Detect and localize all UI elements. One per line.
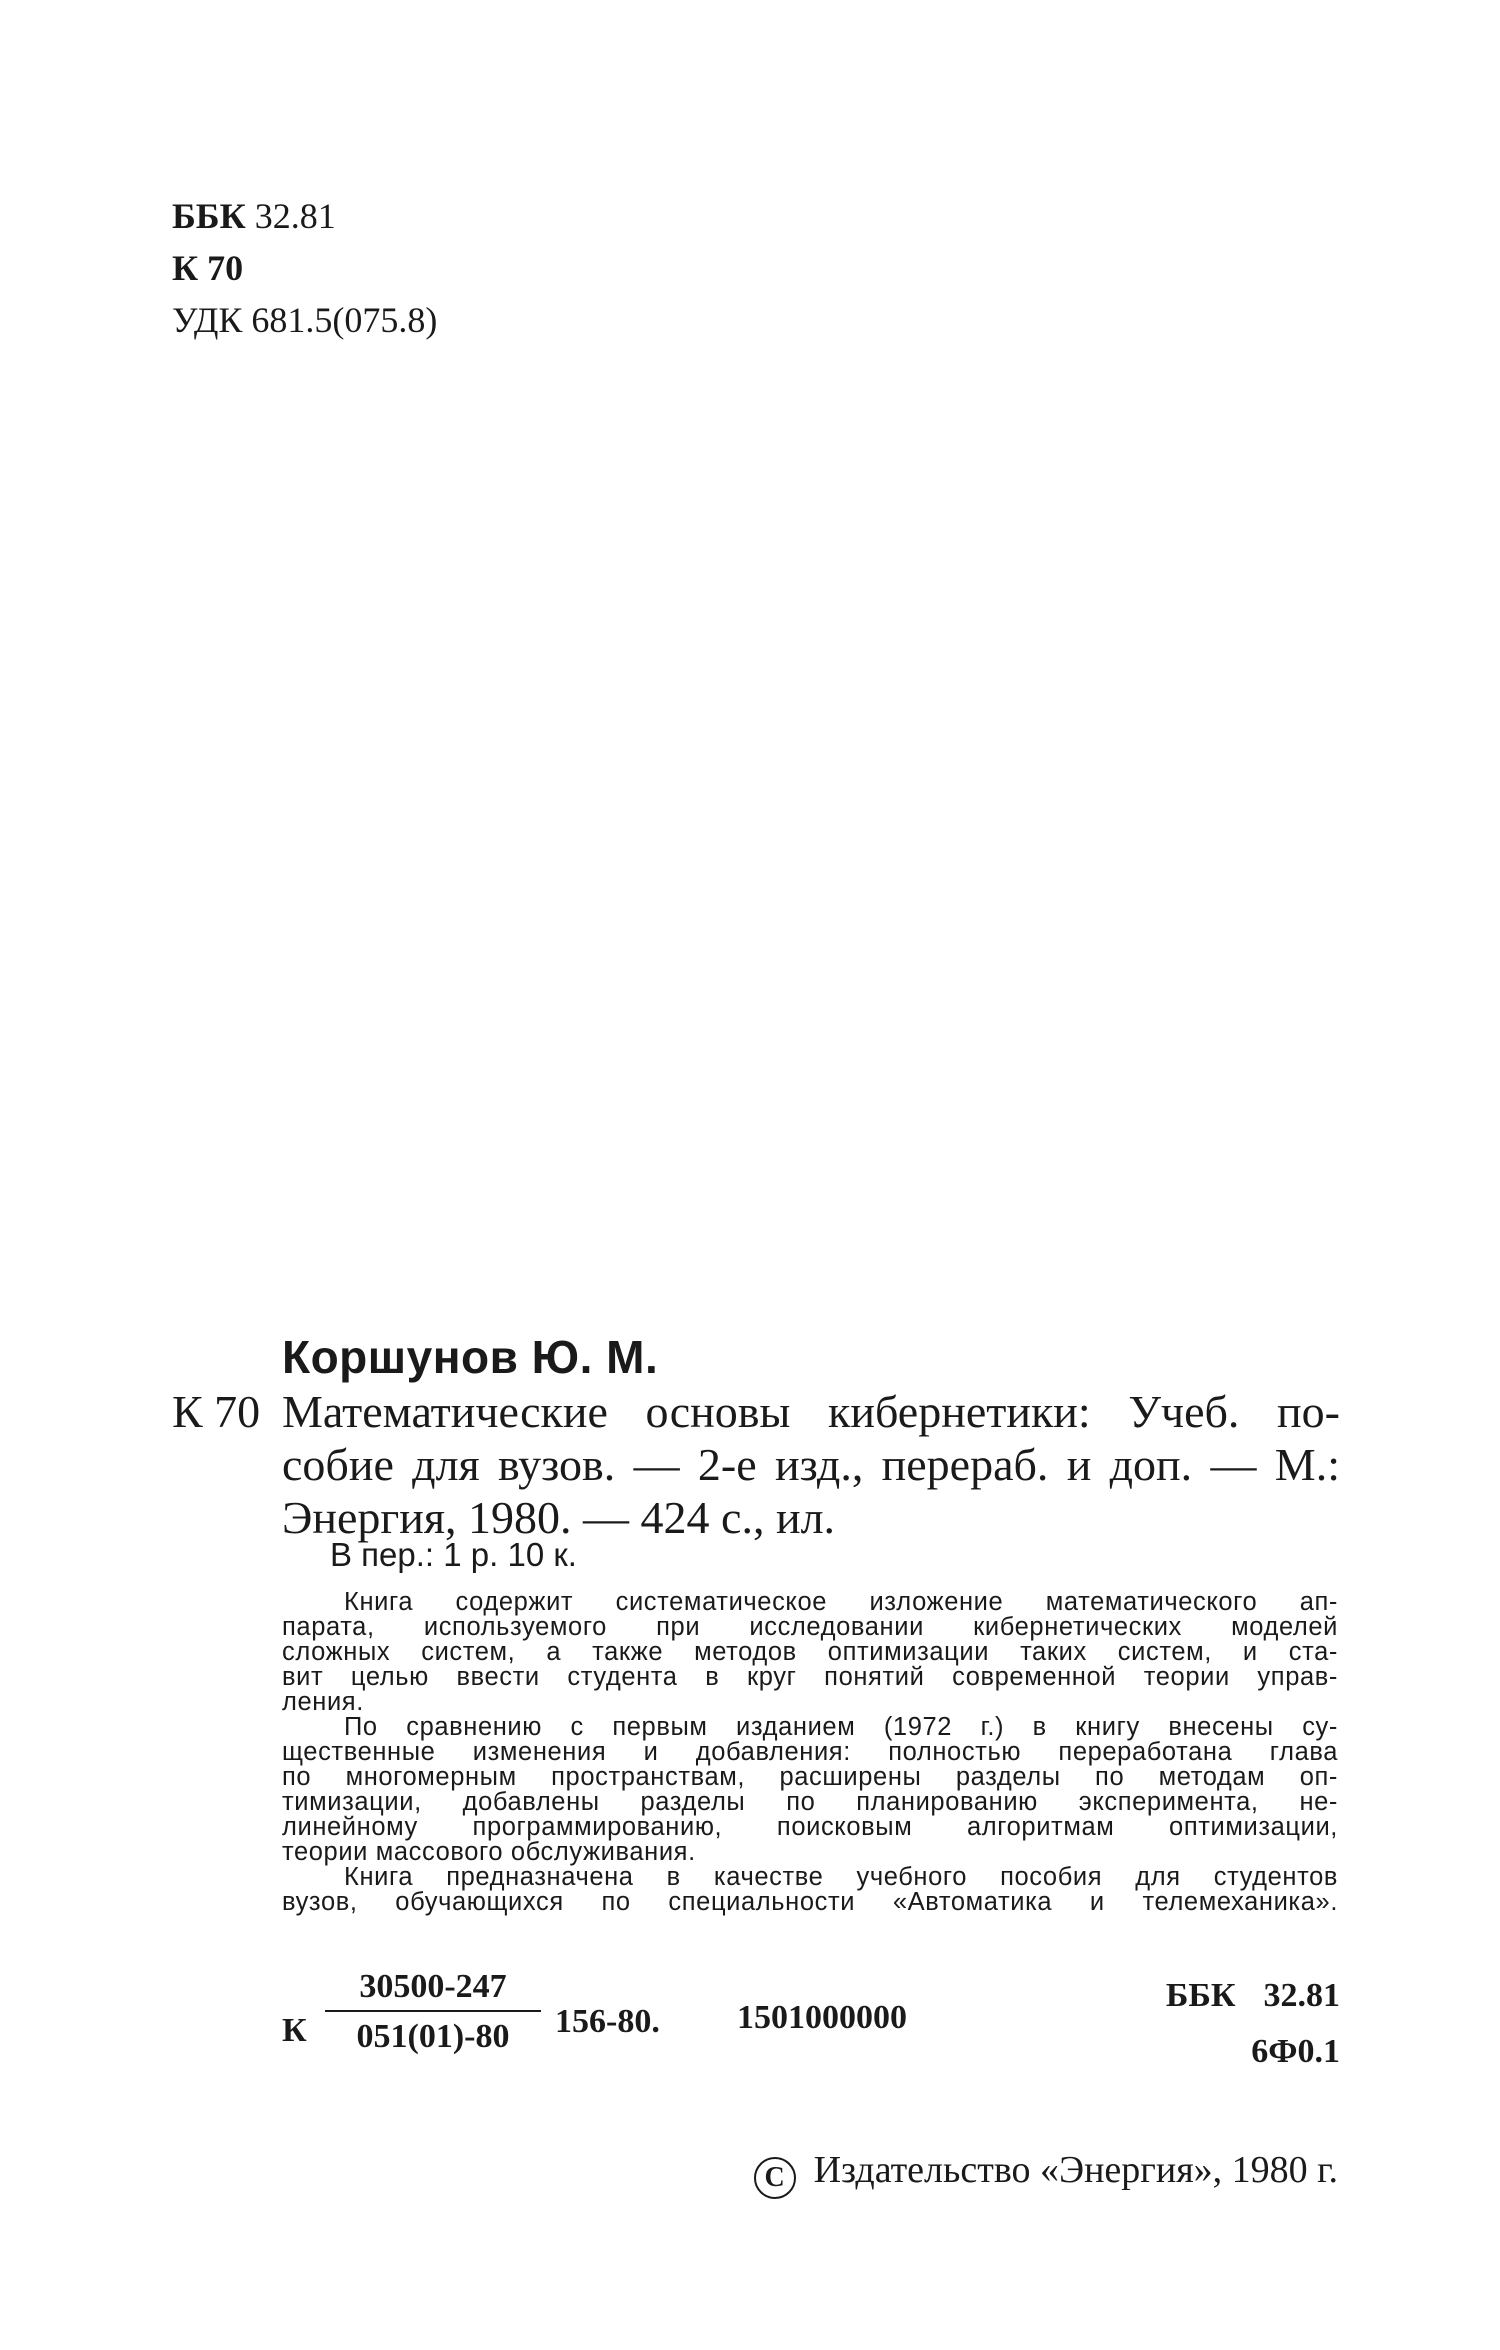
bbk-label: ББК [172, 196, 246, 236]
annotation-line: тимизации, добавлены разделы по планированию эксперимента, не- [282, 1788, 1338, 1816]
bbk-line [172, 190, 437, 242]
code-numerator: 30500-247 [325, 1968, 541, 2012]
copyright-icon: C [754, 2157, 796, 2199]
annotation-line: линейному программированию, поисковым алгоритмам оптимизации, [282, 1813, 1338, 1841]
code-number: 1501000000 [737, 1999, 907, 2036]
bbk-bottom-label: ББК [1165, 1977, 1236, 2014]
title-line: Математические основы кибернетики: Учеб. по- [282, 1386, 1340, 1437]
udk-line: УДК 681.5(075.8) [172, 300, 438, 340]
title-description [282, 1385, 1340, 1544]
code-series: 156-80. [555, 2003, 660, 2040]
annotation-line: По сравнению с первым изданием (1972 г.) в книгу внесены су- [344, 1713, 1338, 1741]
annotation-line: теории массового обслуживания. [282, 1838, 696, 1866]
annotation-line: ления. [282, 1688, 364, 1716]
annotation-line: парата, используемого при исследовании кибернетических моделей [282, 1613, 1338, 1641]
code-k-letter: К [282, 2012, 307, 2049]
code-fraction [325, 1968, 541, 2056]
annotation-line: Книга содержит систематическое изложение математического ап- [344, 1588, 1338, 1616]
annotation [282, 1590, 1338, 1915]
k-label: К [172, 248, 199, 288]
catalog-code: К 70 [172, 1386, 261, 1437]
bbk-bottom-value: 32.81 [1263, 1977, 1340, 2014]
bbk-bottom [1166, 1968, 1340, 2080]
annotation-line: вит целью ввести студента в круг понятий современной теории управ- [282, 1663, 1338, 1691]
copyright [754, 2148, 1338, 2199]
annotation-line: по многомерным пространствам, расширены разделы по методам оп- [282, 1763, 1338, 1791]
copyright-text: Издательство «Энергия», 1980 г. [813, 2149, 1338, 2191]
classification-block [172, 190, 437, 346]
annotation-line: вузов, обучающихся по специальности «Автоматика и телемеханика». [282, 1888, 1338, 1916]
sub-code: 6Ф0.1 [1251, 2033, 1340, 2070]
bbk-value: 32.81 [254, 196, 336, 236]
price: В пер.: 1 р. 10 к. [330, 1536, 577, 1573]
title-line: собие для вузов. — 2-е изд., перераб. и доп. — М.: [282, 1439, 1340, 1490]
k-value: 70 [207, 248, 244, 288]
author-name: Коршунов Ю. М. [282, 1331, 659, 1383]
annotation-line: сложных систем, а также методов оптимизации таких систем, и ста- [282, 1638, 1338, 1666]
annotation-line: щественные изменения и добавления: полностью переработана глава [282, 1738, 1338, 1766]
annotation-line: Книга предназначена в качестве учебного пособия для студентов [344, 1863, 1338, 1891]
k-line [172, 242, 437, 294]
bbk-bottom-line [1166, 1968, 1340, 2024]
code-denominator: 051(01)-80 [356, 2018, 510, 2055]
title-line: Энергия, 1980. — 424 с., ил. [282, 1492, 836, 1543]
